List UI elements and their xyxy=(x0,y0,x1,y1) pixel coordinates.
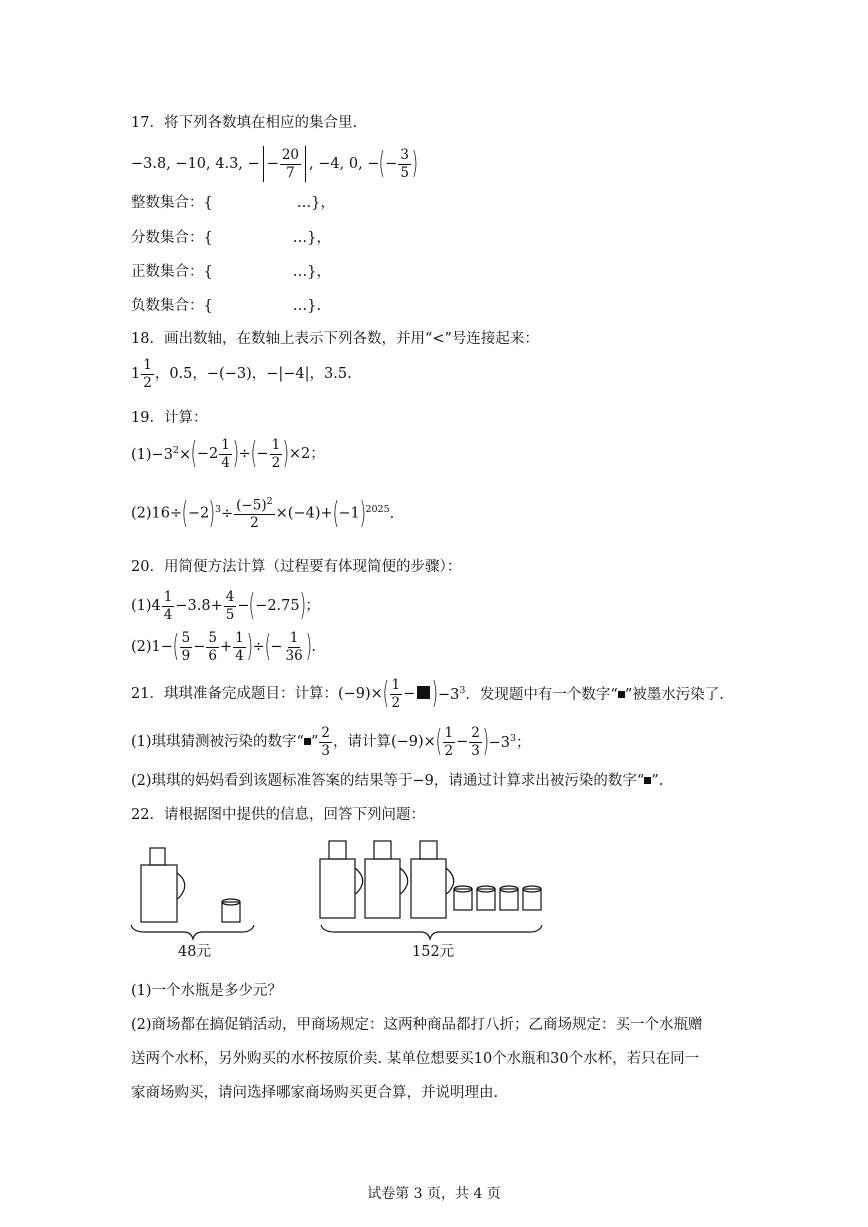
set-label: 正数集合：{ xyxy=(131,264,213,280)
q18-numbers: 1 $\frac{1}{2}$ ，0.5，−(−3)，−|−4|，3.5. xyxy=(131,357,352,391)
q17-title: 17．将下列各数填在相应的集合里. xyxy=(131,115,358,131)
set-tail: …}， xyxy=(296,195,335,211)
q22-part2-line3: 家商场购买，请问选择哪家商场购买更合算，并说明理由. xyxy=(131,1085,499,1101)
price-label-2: 152元 xyxy=(412,944,455,960)
q19-part1: $(1)-3^2\times(-2$ $\frac{1}{4}$ )÷(− $\frac{1}{2}$ )×2； xyxy=(131,436,325,472)
water-cup-icon xyxy=(454,886,472,910)
water-bottle-icon xyxy=(141,848,185,922)
q17-numbers: −3.8, −10, 4.3, − − $\frac{20}{7}$ , −4, 0, −(− $\frac{3}{5}$ ) xyxy=(131,146,418,181)
q22-part2-line1: (2)商场都在搞促销活动，甲商场规定：这两种商品都打八折；乙商场规定：买一个水瓶赠 xyxy=(131,1017,703,1033)
water-cup-icon xyxy=(477,886,495,910)
page-footer: 试卷第 3 页，共 4 页 xyxy=(367,1186,501,1202)
q19-title: 19．计算： xyxy=(131,410,208,426)
water-bottle-icon xyxy=(365,841,408,918)
price-label-1: 48元 xyxy=(178,944,211,960)
q21-line1: 21．琪琪准备完成题目：计算：(−9)×( $\frac{1}{2}$ − )$-3^3$．发现题中有一个数字“ ”被墨水污染了. xyxy=(131,676,724,712)
q18-title: 18．画出数轴，在数轴上表示下列各数，并用“<”号连接起来： xyxy=(131,331,539,347)
water-cup-icon xyxy=(222,899,240,922)
water-cup-icon xyxy=(523,886,541,910)
q20-part2: (2)1−( $\frac{5}{9}$ − $\frac{5}{6}$ + $\frac{1}{4}$ )÷(− $\frac{1}{36}$ ). xyxy=(131,629,316,665)
q20-part1: (1)4 $\frac{1}{4}$ −3.8+ $\frac{4}{5}$ −(−2.75)； xyxy=(131,588,320,624)
brace-1 xyxy=(131,925,254,939)
q22-part2-line2: 送两个水杯，另外购买的水杯按原价卖. 某单位想要买10个水瓶和30个水杯，若只在同一 xyxy=(131,1051,700,1067)
set-tail: …}. xyxy=(292,298,322,314)
set-tail: …}， xyxy=(292,264,331,280)
q21-part2: (2)琪琪的妈妈看到该题标准答案的结果等于−9，请通过计算求出被污染的数字“ ”. xyxy=(131,773,664,789)
set-label: 负数集合：{ xyxy=(131,298,213,314)
set-label: 整数集合：{ xyxy=(131,195,213,211)
q22-title: 22．请根据图中提供的信息，回答下列问题： xyxy=(131,807,425,823)
q21-part1: (1)琪琪猜测被污染的数字“ ” $\frac{2}{3}$ ，请计算(−9)×( $\frac{1}{2}$ − $\frac{2}{3}$ )$-3^3$； xyxy=(131,724,531,760)
set-tail: …}， xyxy=(292,230,331,246)
water-bottle-icon xyxy=(320,841,363,918)
brace-2 xyxy=(321,925,542,939)
water-cup-icon xyxy=(500,886,518,910)
set-label: 分数集合：{ xyxy=(131,230,213,246)
q22-part1: (1)一个水瓶是多少元？ xyxy=(131,983,283,999)
q20-title: 20．用简便方法计算（过程要有体现简便的步骤）： xyxy=(131,559,462,575)
water-bottle-icon xyxy=(411,841,454,918)
fraction: − $\frac{20}{7}$ xyxy=(266,146,300,181)
q19-part2: $(2)16\div(-2)^3\div$ $\frac{(-5)^2}{2}$ $\times(-4)+(-1)^{2025}$. xyxy=(131,495,395,532)
